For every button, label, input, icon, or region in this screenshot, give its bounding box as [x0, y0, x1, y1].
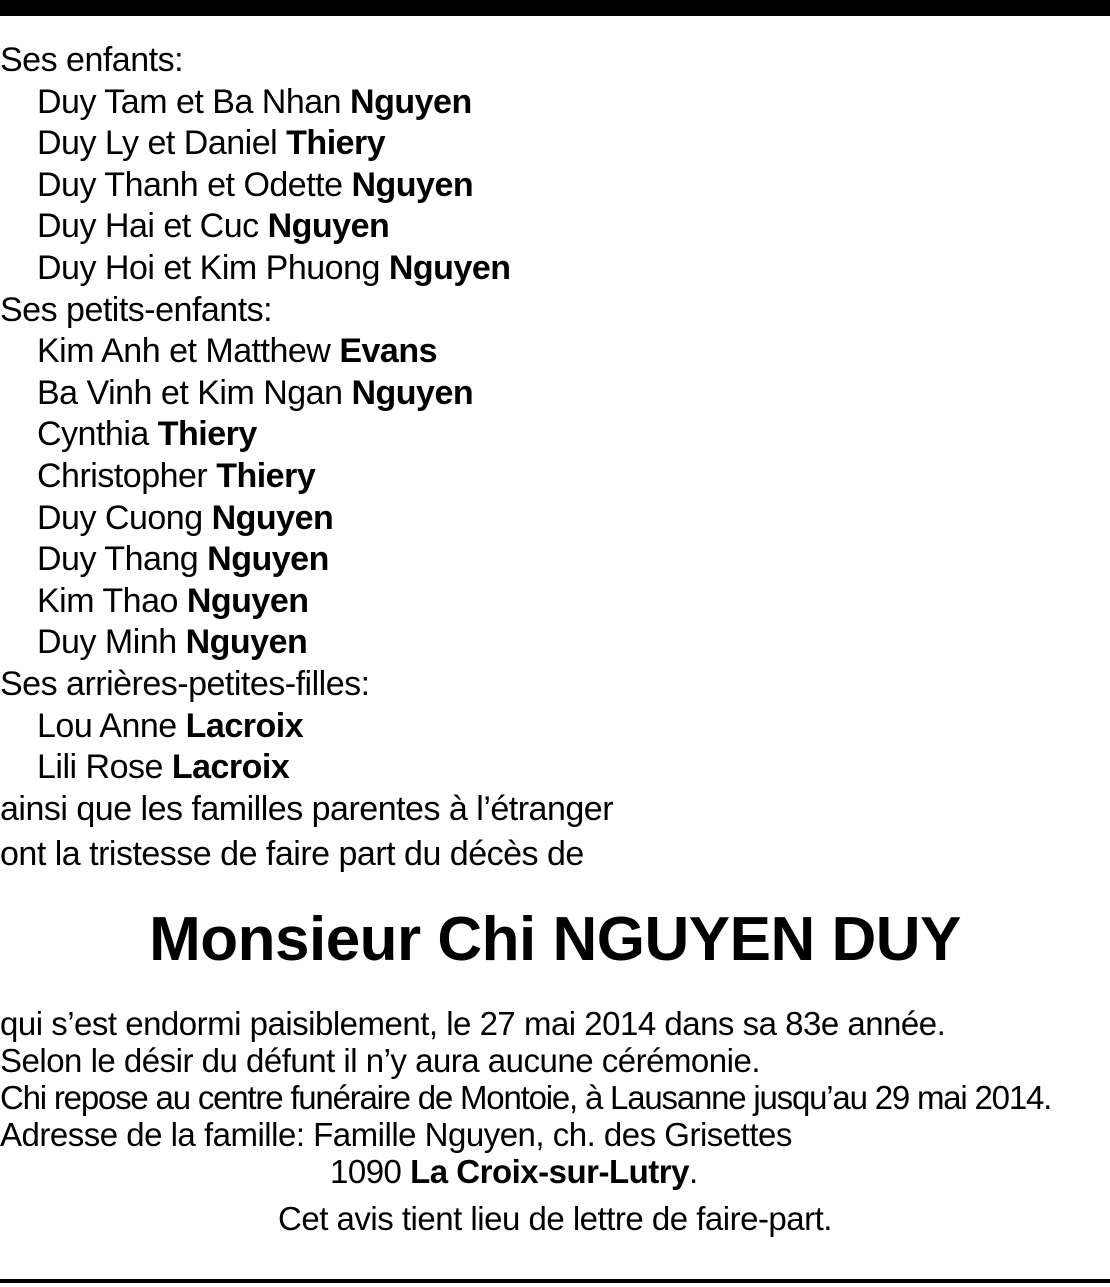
grandchildren-heading: Ses petits-enfants:: [0, 290, 273, 329]
surname: Nguyen: [388, 248, 511, 287]
grandchild-entry: [0, 539, 1110, 581]
surname: Nguyen: [207, 540, 329, 579]
town-suffix: .: [688, 1152, 698, 1190]
surname: Evans: [339, 332, 438, 371]
notice-details: [0, 1005, 1110, 1237]
grandchild-entry: [0, 373, 1110, 415]
given-names: Duy Hai et Cuc: [37, 207, 259, 246]
closing-note: Cet avis tient lieu de lettre de faire-part.: [278, 1199, 832, 1237]
surname: Thiery: [216, 456, 316, 495]
great-granddaughter-entry: [0, 706, 1110, 748]
announcement-text: ont la tristesse de faire part du décès de: [0, 835, 584, 874]
great-granddaughter-entry: [0, 747, 1110, 789]
address-locality: [0, 1153, 1110, 1190]
given-names: Duy Thang: [37, 540, 199, 579]
great-granddaughters-heading: Ses arrières-petites-filles:: [0, 664, 370, 703]
given-names: Ba Vinh et Kim Ngan: [37, 373, 343, 412]
surname: Nguyen: [185, 623, 308, 662]
child-entry: [0, 206, 1110, 248]
given-names: Duy Hoi et Kim Phuong: [37, 248, 380, 287]
surname: Thiery: [157, 415, 257, 454]
grandchild-entry: [0, 456, 1110, 498]
bottom-rule: [0, 1279, 1110, 1283]
given-names: Duy Thanh et Odette: [37, 165, 343, 204]
surname: Nguyen: [211, 498, 334, 537]
child-entry: [0, 248, 1110, 290]
given-names: Duy Tam et Ba Nhan: [37, 82, 342, 121]
death-notice: [0, 40, 1110, 1237]
repose-text: Chi repose au centre funéraire de Montoie, à Lausanne jusqu’au 29 mai 2014.: [0, 1078, 1052, 1116]
given-names: Cynthia: [37, 415, 149, 454]
grandchild-entry: [0, 414, 1110, 456]
family-address: Adresse de la famille: Famille Nguyen, ch. des Grisettes: [0, 1115, 792, 1153]
top-rule: [0, 0, 1110, 16]
grandchild-entry: [0, 498, 1110, 540]
surname: Nguyen: [351, 373, 474, 412]
given-names: Lou Anne: [37, 706, 177, 745]
surname: Thiery: [286, 124, 386, 163]
grandchild-entry: [0, 622, 1110, 664]
passing-text: qui s’est endormi paisiblement, le 27 mai 2014 dans sa 83e année.: [0, 1004, 946, 1042]
surname: Nguyen: [350, 82, 472, 121]
child-entry: [0, 82, 1110, 124]
town-name: La Croix-sur-Lutry: [410, 1152, 689, 1190]
ceremony-text: Selon le désir du défunt il n’y aura aucune cérémonie.: [0, 1041, 760, 1079]
surname: Lacroix: [185, 706, 304, 745]
relatives-abroad: ainsi que les familles parentes à l’étranger: [0, 789, 614, 828]
given-names: Kim Anh et Matthew: [37, 332, 331, 371]
surname: Lacroix: [171, 748, 290, 787]
given-names: Duy Ly et Daniel: [37, 124, 278, 163]
given-names: Duy Minh: [37, 623, 177, 662]
surname: Nguyen: [267, 207, 390, 246]
surname: Nguyen: [351, 165, 474, 204]
given-names: Lili Rose: [37, 748, 163, 787]
grandchild-entry: [0, 331, 1110, 373]
child-entry: [0, 165, 1110, 207]
postal-code: 1090: [330, 1152, 402, 1190]
given-names: Duy Cuong: [37, 498, 203, 537]
grandchild-entry: [0, 581, 1110, 623]
given-names: Christopher: [37, 456, 208, 495]
child-entry: [0, 123, 1110, 165]
deceased-name: Monsieur Chi NGUYEN DUY: [149, 904, 961, 974]
surname: Nguyen: [186, 581, 309, 620]
given-names: Kim Thao: [37, 581, 178, 620]
children-heading: Ses enfants:: [0, 41, 184, 79]
